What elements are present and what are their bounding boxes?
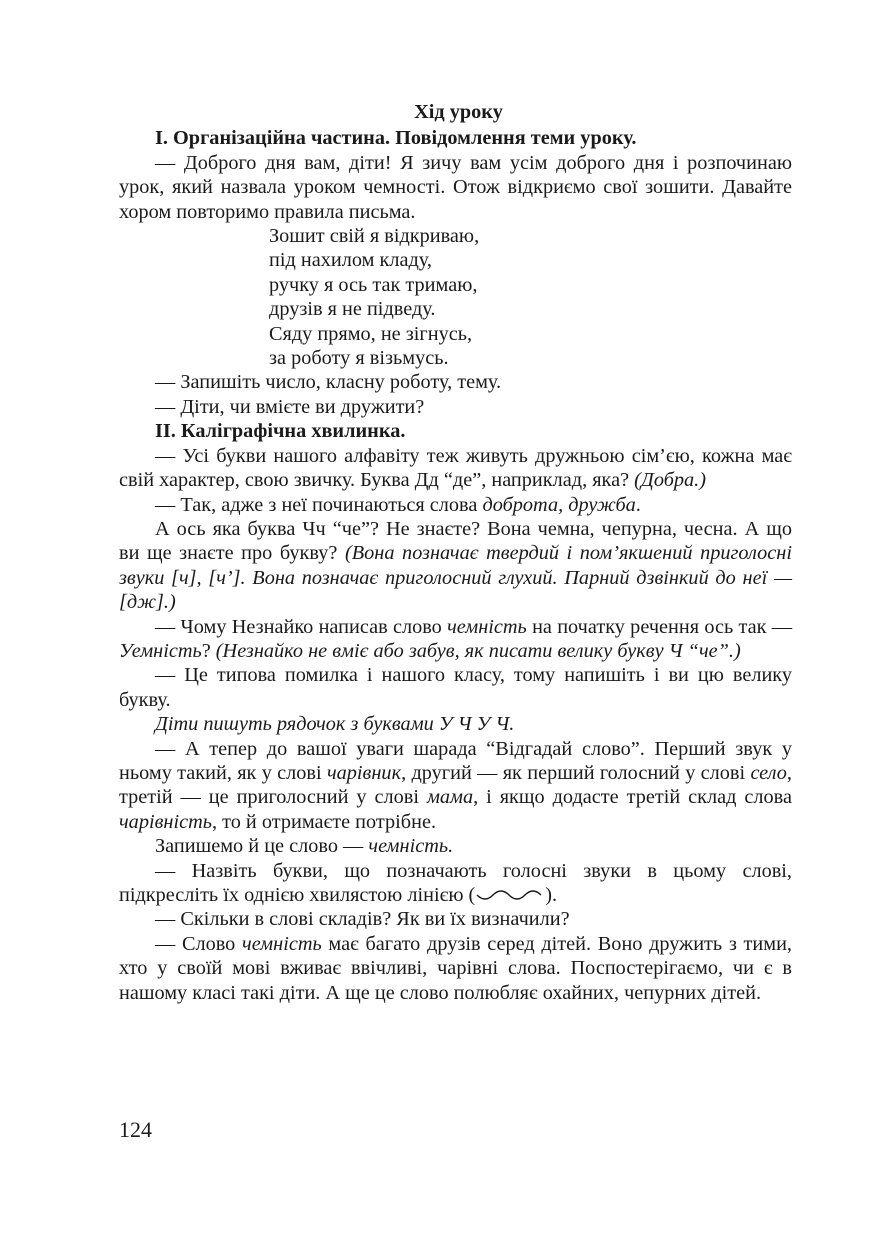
paragraph: — Скільки в слові складів? Як ви їх визначили?	[155, 908, 570, 931]
wavy-line-icon	[475, 889, 545, 903]
poem-line: під нахилом кладу,	[269, 249, 432, 272]
italic-run: (Вона позначає твердий і пом’якшений приголосні звуки [ч], [ч’]. Вона позначає приголосний глухий. Парний дзвінкий до неї — [дж].)	[119, 542, 792, 614]
italic-run: чемність	[447, 615, 527, 638]
paragraph	[119, 859, 792, 908]
italic-run: (Добра.)	[634, 469, 707, 492]
italic-run: чарівність	[119, 810, 212, 833]
poem-line: Зошит свій я відкриваю,	[269, 225, 480, 248]
paragraph	[119, 712, 792, 736]
text-run: — Чому Незнайко написав слово	[155, 615, 448, 638]
paragraph	[119, 615, 792, 664]
paragraph	[119, 737, 792, 835]
text-run: , третій — це приголосний у слові	[119, 761, 792, 809]
letters-run: У Ч У Ч.	[438, 713, 515, 736]
italic-run: доброта, дружба	[482, 493, 636, 516]
italic-run: чарівник	[326, 761, 402, 784]
poem	[119, 224, 792, 370]
italic-run: чемність.	[368, 835, 454, 858]
italic-run: село	[750, 761, 787, 784]
italic-run: чемність	[242, 932, 322, 955]
section-heading-1: І. Організаційна частина. Повідомлення теми уроку.	[155, 127, 637, 150]
page-title: Хід уроку	[414, 101, 503, 123]
poem-line: Сяду прямо, не зігнусь,	[269, 322, 473, 345]
paragraph	[119, 493, 792, 517]
text-run: — Слово	[155, 932, 243, 955]
text-run: , то й отримаєте потрібне.	[211, 810, 437, 833]
page-number: 124	[119, 1117, 152, 1142]
italic-run: (Незнайко не вміє або забув, як писати велику букву Ч “че”.)	[215, 639, 741, 662]
text-run: ?	[201, 639, 216, 662]
paragraph: — Запишіть число, класну роботу, тему.	[155, 371, 502, 394]
paragraph: — Доброго дня вам, діти! Я зичу вам усім доброго дня і розпочинаю урок, який назвала уроком чемності. Отож відкриємо свої зошити. Давайте хором повторимо правила письма.	[119, 151, 792, 223]
paragraph	[119, 517, 792, 615]
italic-run: Діти пишуть рядочок з буквами	[155, 713, 439, 736]
poem-line: за роботу я візьмусь.	[269, 347, 449, 370]
text-run: ).	[545, 884, 558, 906]
text-run: .	[635, 493, 641, 516]
section-heading-2: ІІ. Каліграфічна хвилинка.	[155, 420, 406, 443]
text-run: — Назвіть букви, що позначають голосні звуки в цьому слові, підкресліть їх однією хвилястою лінією (	[119, 859, 792, 906]
paragraph	[119, 444, 792, 493]
text-run: — Так, адже з неї починаються слова	[155, 493, 483, 516]
text-run: — Усі букви нашого алфавіту теж живуть дружньою сім’єю, кожна має свій характер, свою звичку. Буква Дд “де”, наприклад, яка?	[119, 444, 792, 492]
paragraph: — Це типова помилка і нашого класу, тому напишіть і ви цю велику букву.	[119, 664, 792, 711]
text-run: , і якщо додасте третій склад слова	[473, 786, 792, 809]
text-run: А ось яка буква Чч “че”? Не знаєте? Вона чемна, чепурна, чесна. А що ви ще знаєте про букву?	[119, 517, 792, 565]
text-run: на початку речення ось так —	[526, 615, 793, 638]
poem-line: друзів я не підведу.	[269, 298, 436, 321]
page-content	[119, 100, 792, 1005]
poem-line: ручку я ось так тримаю,	[269, 273, 478, 296]
italic-run: Уемність	[119, 639, 202, 662]
italic-run: мама	[426, 786, 474, 809]
paragraph: — Діти, чи вмієте ви дружити?	[155, 395, 425, 418]
text-run: , другий — як перший голосний у слові	[401, 761, 751, 784]
paragraph	[119, 834, 792, 858]
paragraph	[119, 932, 792, 1005]
text-run: — А тепер до вашої уваги шарада “Відгадай слово”. Перший звук у ньому такий, як у слові	[119, 737, 792, 784]
text-run: має багато друзів серед дітей. Воно дружить з тими, хто у своїй мові вживає ввічливі, чарівні слова. Поспостерігаємо, чи є в нашому класі такі діти. А ще це слово полюбляє охайних, чепурних дітей.	[119, 932, 792, 1004]
text-run: Запишемо й це слово —	[155, 835, 369, 858]
